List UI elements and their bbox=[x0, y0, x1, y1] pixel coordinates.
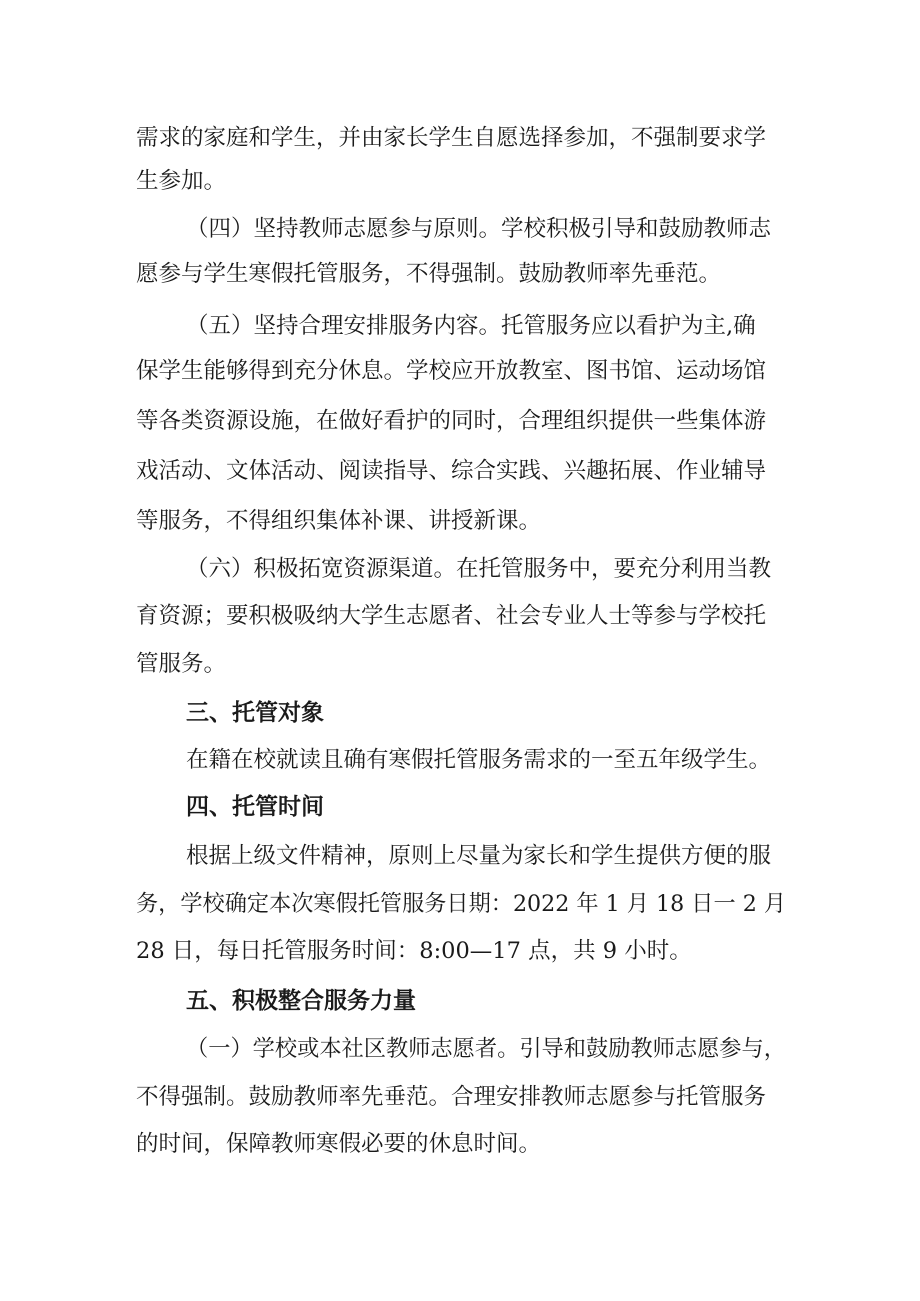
section-heading-5 bbox=[0, 985, 920, 1017]
line-text: （四）坚持教师志愿参与原则。学校积极引导和鼓励教师志 bbox=[186, 216, 772, 242]
paragraph-line bbox=[0, 455, 920, 487]
line-text: 务，学校确定本次寒假托管服务日期：2022 年 1 月 18 日一 2 月 bbox=[136, 891, 787, 917]
line-text: （五）坚持合理安排服务内容。托管服务应以看护为主,确 bbox=[186, 313, 756, 339]
section-heading-4 bbox=[0, 791, 920, 823]
line-text: 等服务，不得组织集体补课、讲授新课。 bbox=[136, 508, 542, 534]
line-text: 28 日，每日托管服务时间：8:00—17 点，共 9 小时。 bbox=[136, 938, 692, 964]
heading-text: 五、积极整合服务力量 bbox=[186, 988, 416, 1014]
paragraph-line bbox=[0, 600, 920, 632]
paragraph-line bbox=[0, 405, 920, 437]
line-text: 保学生能够得到充分休息。学校应开放教室、图书馆、运动场馆 bbox=[136, 358, 767, 384]
paragraph-line bbox=[0, 1081, 920, 1113]
line-text: 育资源；要积极吸纳大学生志愿者、社会专业人士等参与学校托 bbox=[136, 603, 767, 629]
line-text: 不得强制。鼓励教师率先垂范。合理安排教师志愿参与托管服务 bbox=[136, 1084, 767, 1110]
line-text: 的时间，保障教师寒假必要的休息时间。 bbox=[136, 1131, 542, 1157]
paragraph-line bbox=[0, 310, 920, 342]
paragraph-line bbox=[0, 122, 920, 154]
line-text: 在籍在校就读且确有寒假托管服务需求的一至五年级学生。 bbox=[186, 747, 772, 773]
paragraph-line bbox=[0, 165, 920, 197]
line-text: 等各类资源设施，在做好看护的同时，合理组织提供一些集体游 bbox=[136, 408, 767, 434]
paragraph-line bbox=[0, 888, 920, 920]
paragraph-line bbox=[0, 505, 920, 537]
paragraph-line bbox=[0, 553, 920, 585]
heading-text: 四、托管时间 bbox=[186, 794, 324, 820]
paragraph-line bbox=[0, 840, 920, 872]
paragraph-line bbox=[0, 355, 920, 387]
line-text: 戏活动、文体活动、阅读指导、综合实践、兴趣拓展、作业辅导 bbox=[136, 458, 767, 484]
section-heading-3 bbox=[0, 697, 920, 729]
paragraph-line bbox=[0, 1033, 920, 1065]
paragraph-line bbox=[0, 258, 920, 290]
line-text: 愿参与学生寒假托管服务，不得强制。鼓励教师率先垂范。 bbox=[136, 261, 722, 287]
line-text: 根据上级文件精神，原则上尽量为家长和学生提供方便的服 bbox=[186, 843, 772, 869]
line-text: 管服务。 bbox=[136, 651, 227, 677]
paragraph-line bbox=[0, 1128, 920, 1160]
line-text: 生参加。 bbox=[136, 168, 227, 194]
line-text: 需求的家庭和学生，并由家长学生自愿选择参加，不强制要求学 bbox=[136, 125, 767, 151]
line-text: （一）学校或本社区教师志愿者。引导和鼓励教师志愿参与， bbox=[186, 1036, 786, 1062]
heading-text: 三、托管对象 bbox=[186, 700, 324, 726]
paragraph-line bbox=[0, 744, 920, 776]
paragraph-line bbox=[0, 935, 920, 967]
paragraph-line bbox=[0, 213, 920, 245]
line-text: （六）积极拓宽资源渠道。在托管服务中，要充分利用当教 bbox=[186, 556, 772, 582]
paragraph-line bbox=[0, 648, 920, 680]
